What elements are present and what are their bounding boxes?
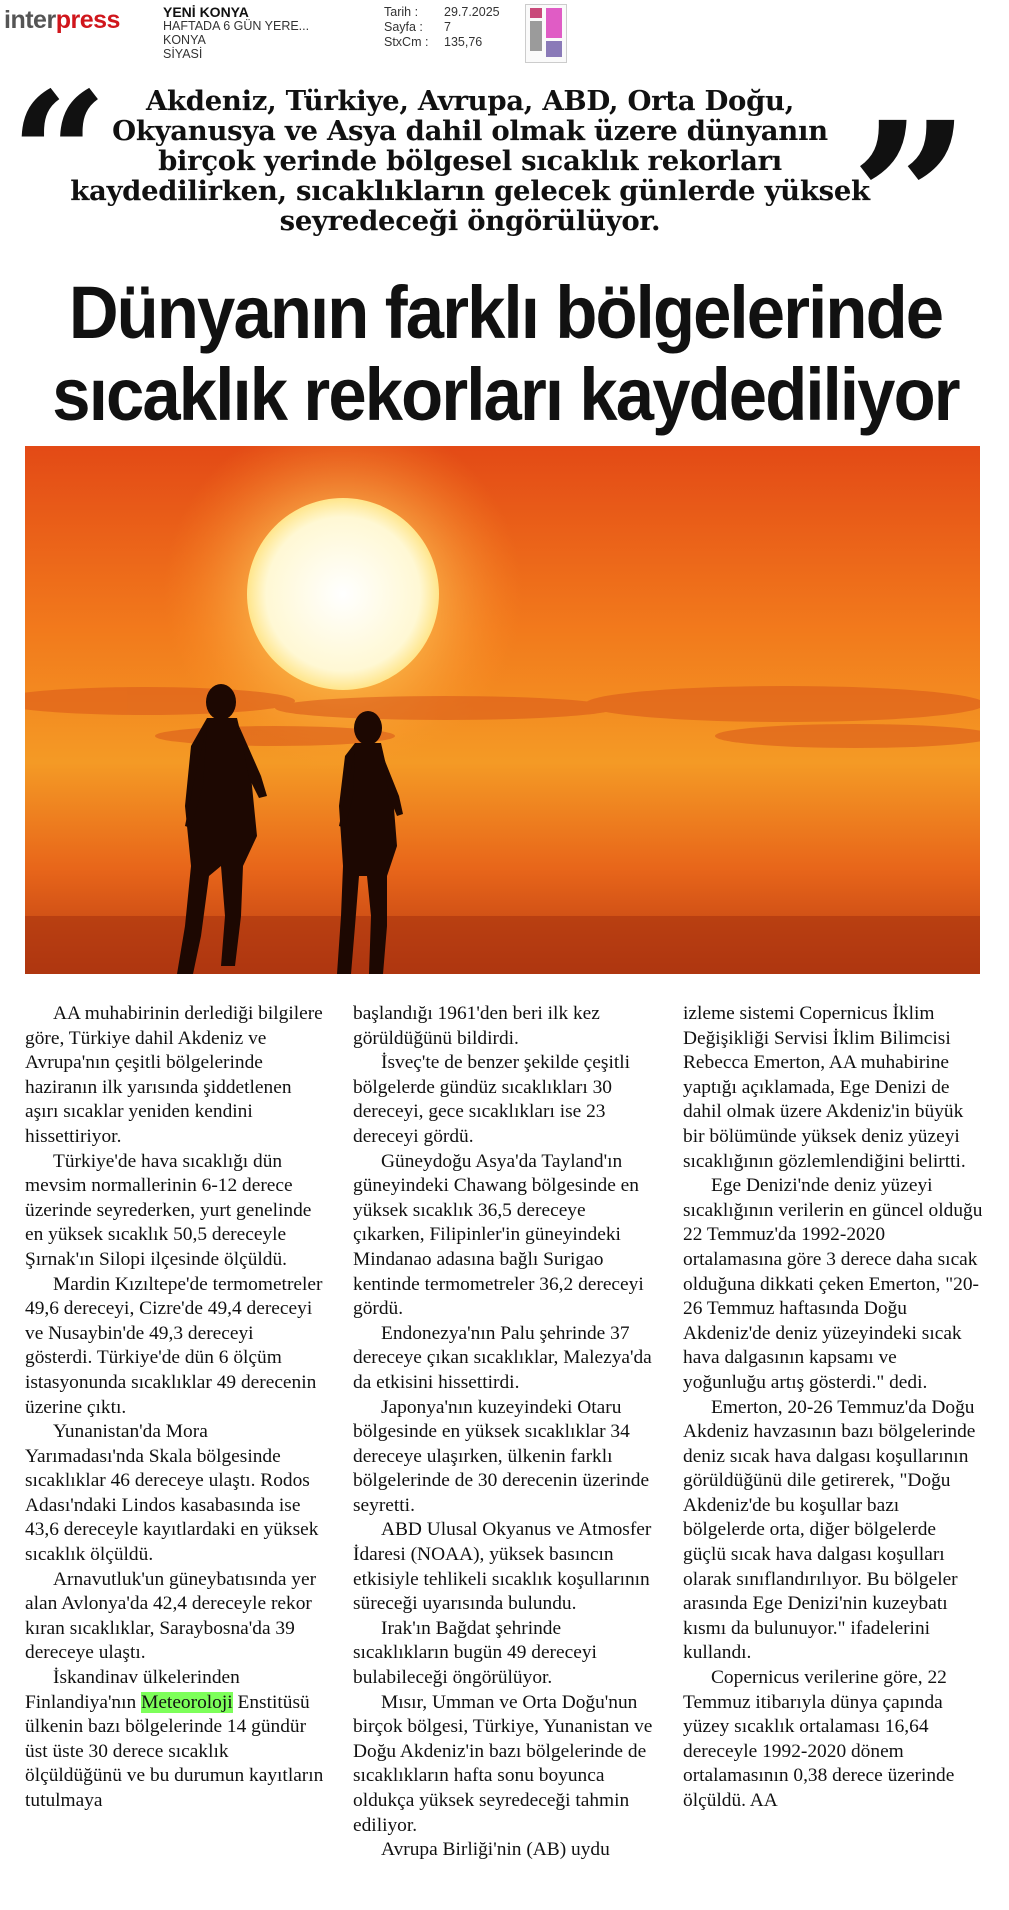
paragraph: Mardin Kızıltepe'de termometreler 49,6 dereceyi, Cizre'de 49,4 dereceyi ve Nusaybin'de 49,3 dereceyi gösterdi. Türkiye'de dün 6 ölçüm istasyonunda sıcaklıklar 49 derecenin üzerine çıktı. — [25, 1273, 323, 1418]
article-column-2 — [353, 1002, 653, 1863]
paragraph: Endonezya'nın Palu şehrinde 37 dereceye çıkan sıcaklıklar, Malezya'da da etkisini hissettirdi. — [353, 1322, 652, 1393]
quote-open-mark: “ — [10, 55, 108, 255]
interpress-logo — [4, 6, 120, 35]
paragraph: Ege Denizi'nde deniz yüzeyi sıcaklığının verilerin en güncel olduğu 22 Temmuz'da 1992-2020 ortalamasına göre 3 derece daha sıcak olduğuna dikkati çeken Emerton, "20-26 Temmuz haftasında Doğu Akdeniz'de deniz yüzeyindeki sıcak hava dalgasının kapsamı ve yoğunluğu artış gösterdi." dedi. — [683, 1175, 983, 1393]
paragraph: ABD Ulusal Okyanus ve Atmosfer İdaresi (NOAA), yüksek basıncın etkisiyle tehlikeli sıcaklık koşullarının süreceği uyarısında bulundu. — [353, 1519, 652, 1615]
paragraph-continued: başlandığı 1961'den beri ilk kez görüldüğünü bildirdi. — [353, 1003, 600, 1049]
page-thumbnail[interactable] — [525, 4, 567, 63]
paragraph: Irak'ın Bağdat şehrinde sıcaklıkların bugün 49 dereceyi bulabileceği öngörülüyor. — [353, 1617, 597, 1689]
paragraph: İsveç'te de benzer şekilde çeşitli bölgelerde gündüz sıcaklıkları 30 dereceyi, gece sıcaklıkları ise 23 dereceyi gördü. — [353, 1052, 630, 1147]
publication-name: YENİ KONYA — [163, 4, 249, 20]
paragraph: Copernicus verilerine göre, 22 Temmuz itibarıyla dünya çapında yüzey sıcaklık ortalaması 16,64 dereceyle 1992-2020 dönem ortalamasının 0,38 derece üzerinde ölçüldü. AA — [683, 1667, 955, 1811]
paragraph: Türkiye'de hava sıcaklığı dün mevsim normallerinin 6-12 derece üzerinde seyrederken, yurt genelinde en yüksek sıcaklık 50,5 dereceyle Şırnak'ın Silopi ilçesinde ölçüldü. — [25, 1150, 312, 1270]
article-column-1 — [25, 1002, 325, 1814]
publication-category: SİYASİ — [163, 47, 203, 61]
publication-city: KONYA — [163, 33, 206, 47]
paragraph: Mısır, Umman ve Orta Doğu'nun birçok bölgesi, Türkiye, Yunanistan ve Doğu Akdeniz'in bazı bölgelerinde de sıcaklıkların hafta sonu boyunca oldukça yüksek seyredeceği tahmin ediliyor. — [353, 1691, 653, 1836]
date-value: 29.7.2025 — [444, 5, 500, 19]
text-run: Enstitüsü ülkenin bazı bölgelerinde 14 gündür üst üste 30 derece sıcaklık ölçüldüğünü ve bu durumun kayıtların tutulmaya — [25, 1691, 324, 1811]
size-value: 135,76 — [444, 35, 483, 49]
paragraph: Avrupa Birliği'nin (AB) uydu — [381, 1839, 610, 1861]
article-column-3 — [683, 1002, 983, 1814]
sunset-silhouette-photo — [25, 446, 980, 974]
headline: Dünyanın farklı bölgelerinde sıcaklık rekorları kaydediliyor — [52, 271, 959, 436]
page-value: 7 — [444, 20, 451, 34]
page-label: Sayfa : — [384, 20, 423, 34]
quote-close-mark: ” — [850, 76, 971, 323]
highlighted-keyword: Meteoroloji — [141, 1691, 233, 1713]
size-label: StxCm : — [384, 35, 429, 49]
date-label: Tarih : — [384, 5, 419, 19]
paragraph: Güneydoğu Asya'da Tayland'ın güneyindeki Chawang bölgesinde en yüksek sıcaklık 36,5 dereceye çıkarken, Filipinler'in güneyindeki Mindanao adasına bağlı Surigao kentinde termometreler 36,2 dereceyi gördü. — [353, 1150, 644, 1320]
paragraph: AA muhabirinin derlediği bilgilere göre, Türkiye dahil Akdeniz ve Avrupa'nın çeşitli bölgelerinde haziranın ilk yarısında şiddetlenen aşırı sıcaklar yeniden kendini hissettiriyor. — [25, 1003, 323, 1147]
publication-info — [163, 5, 309, 61]
paragraph: Yunanistan'da Mora Yarımadası'nda Skala bölgesinde sıcaklıklar 46 dereceye ulaştı. Rodos Adası'ndaki Lindos kasabasında ise 43,6 dereceyle kayıtlardaki en yüksek sıcaklık ölçüldü. — [25, 1421, 319, 1566]
paragraph: Arnavutluk'un güneybatısında yer alan Avlonya'da 42,4 dereceyle rekor kıran sıcaklıklar, Saraybosna'da 39 dereceye ulaştı. — [25, 1568, 317, 1664]
paragraph-continued: izleme sistemi Copernicus İklim Değişikliği Servisi İklim Bilimcisi Rebecca Emerton, AA muhabirine yaptığı açıklamada, Ege Denizi de dahil olmak üzere Akdeniz'in büyük bir bölümünde yüksek deniz yüzeyi sıcaklığının gözlemlendiğini belirtti. — [683, 1003, 966, 1172]
paragraph: Japonya'nın kuzeyindeki Otaru bölgesinde en yüksek sıcaklıklar 34 dereceye ulaşırken, ülkenin farklı bölgelerinde de 30 derecenin üzerinde seyretti. — [353, 1396, 650, 1516]
publication-frequency: HAFTADA 6 GÜN YERE... — [163, 19, 310, 33]
pull-quote: Akdeniz, Türkiye, Avrupa, ABD, Orta Doğu, Okyanusya ve Asya dahil olmak üzere dünyanın birçok yerinde bölgesel sıcaklık rekorları kaydedilirken, sıcaklıkların gelecek günlerde yüksek seyredeceği öngörülüyor. — [70, 85, 870, 237]
logo-prefix: inter — [4, 6, 56, 34]
clipping-meta — [384, 5, 500, 50]
paragraph-finland — [25, 1666, 325, 1814]
paragraph: Emerton, 20-26 Temmuz'da Doğu Akdeniz havzasının bazı bölgelerinde deniz sıcak hava dalgası koşullarının görüldüğünü dile getirerek, "Doğu Akdeniz'de bu koşullar bazı bölgelerde orta, diğer bölgelerde güçlü sıcak hava dalgası koşulları olarak sınıflandırılıyor. Bu bölgeler arasında Ege Denizi'nin kuzeybatı kısmı da bulunuyor." ifadelerini kullandı. — [683, 1396, 976, 1664]
text-run: İskandinav ülkelerinden Finlandiya'nın — [25, 1667, 240, 1713]
logo-suffix: press — [55, 6, 120, 34]
